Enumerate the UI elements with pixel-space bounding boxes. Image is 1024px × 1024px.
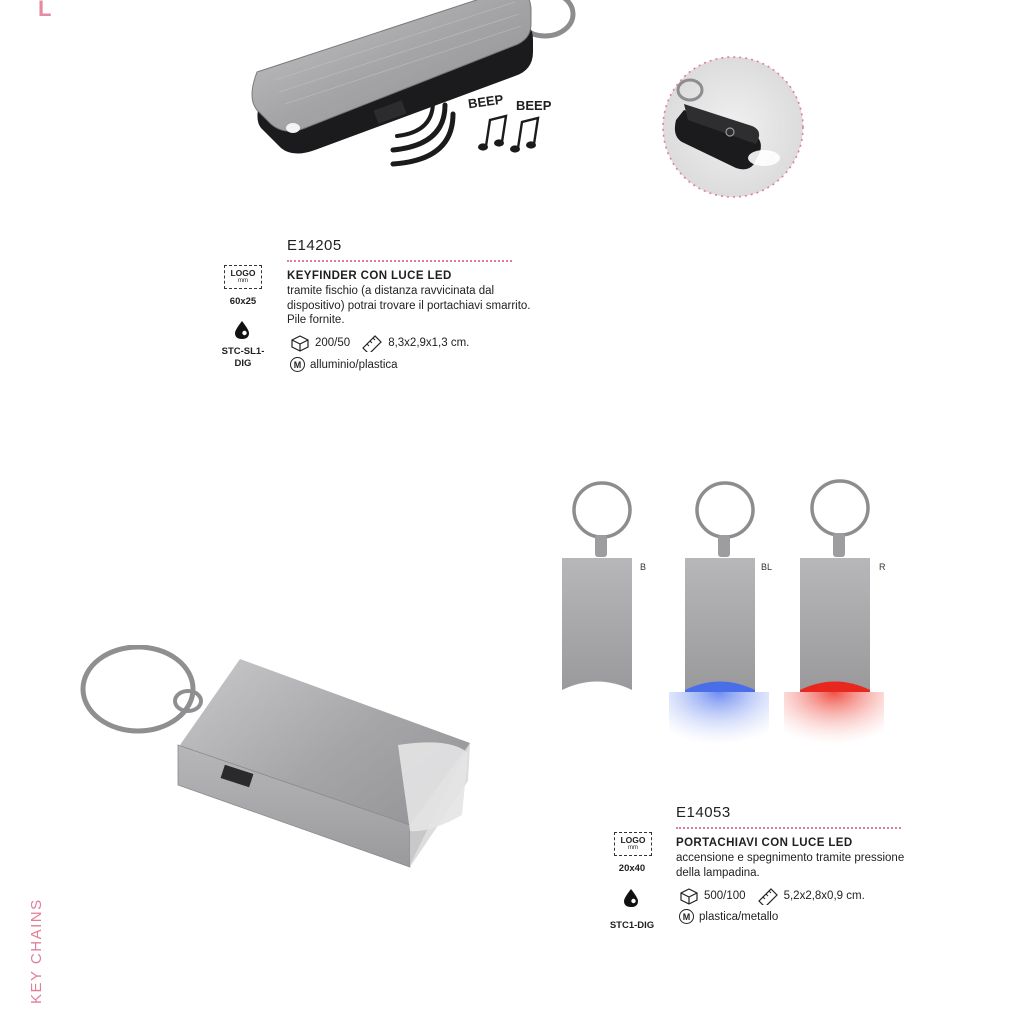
logo-area-badge: [614, 832, 652, 856]
beep-text-1: BEEP: [467, 91, 505, 112]
product-title: KEYFINDER CON LUCE LED: [287, 270, 452, 282]
variants-row: [550, 478, 895, 758]
side-tab-letter: L: [38, 0, 52, 18]
box-icon: [290, 334, 310, 352]
variant-images: [550, 478, 895, 758]
sound-waves-icon: [385, 100, 465, 172]
product-title: PORTACHIAVI CON LUCE LED: [676, 837, 853, 849]
ruler-icon: [361, 334, 383, 352]
logo-size: 20x40: [618, 863, 646, 874]
material-icon: M: [679, 909, 694, 924]
divider: [287, 260, 512, 262]
led-keychain-product-image: [80, 645, 475, 870]
logo-area-badge: [224, 265, 262, 289]
logo-unit: mm: [238, 278, 248, 284]
ink-drop-icon: [622, 888, 640, 908]
product-description: accensione e spegnimento tramite pressione della lampadina.: [676, 852, 905, 879]
music-notes-icon: [476, 112, 546, 154]
material: alluminio/plastica: [310, 358, 398, 371]
product-code: E14053: [676, 804, 731, 821]
material: plastica/metallo: [699, 910, 779, 923]
logo-unit: mm: [628, 845, 638, 851]
variant-bl-image: [669, 483, 769, 758]
dimensions: 5,2x2,8x0,9 cm.: [783, 890, 865, 902]
logo-size: 60x25: [229, 296, 257, 307]
spec-row: [679, 887, 865, 905]
variant-r-image: [784, 481, 884, 758]
packaging: 200/50: [315, 337, 351, 349]
beep-text-2: BEEP: [516, 98, 552, 113]
print-method: STC-SL1-DIG: [221, 346, 265, 369]
keyfinder-detail-circle: [660, 54, 806, 200]
variant-code-bl: BL: [761, 562, 773, 572]
ink-drop-icon: [233, 320, 251, 340]
packaging: 500/100: [704, 890, 746, 902]
category-side-label: KEY CHAINS: [28, 898, 45, 1004]
variant-code-r: R: [879, 562, 886, 572]
print-method: STC1-DIG: [609, 920, 655, 931]
spec-row: [290, 334, 469, 352]
product-description: tramite fischio (a distanza ravvicinata dal dispositivo) potrai trovare il portachiavi smarrito. Pile fornite.: [287, 285, 531, 326]
material-row: [290, 357, 398, 372]
logo-label: LOGO: [620, 835, 646, 845]
divider: [676, 827, 901, 829]
variant-code-b: B: [640, 562, 647, 572]
material-row: [679, 909, 778, 924]
material-icon: M: [290, 357, 305, 372]
ruler-icon: [757, 887, 779, 905]
product-code: E14205: [287, 237, 342, 254]
variant-b-image: [550, 483, 646, 758]
logo-label: LOGO: [230, 268, 256, 278]
box-icon: [679, 887, 699, 905]
dimensions: 8,3x2,9x1,3 cm.: [388, 337, 470, 349]
